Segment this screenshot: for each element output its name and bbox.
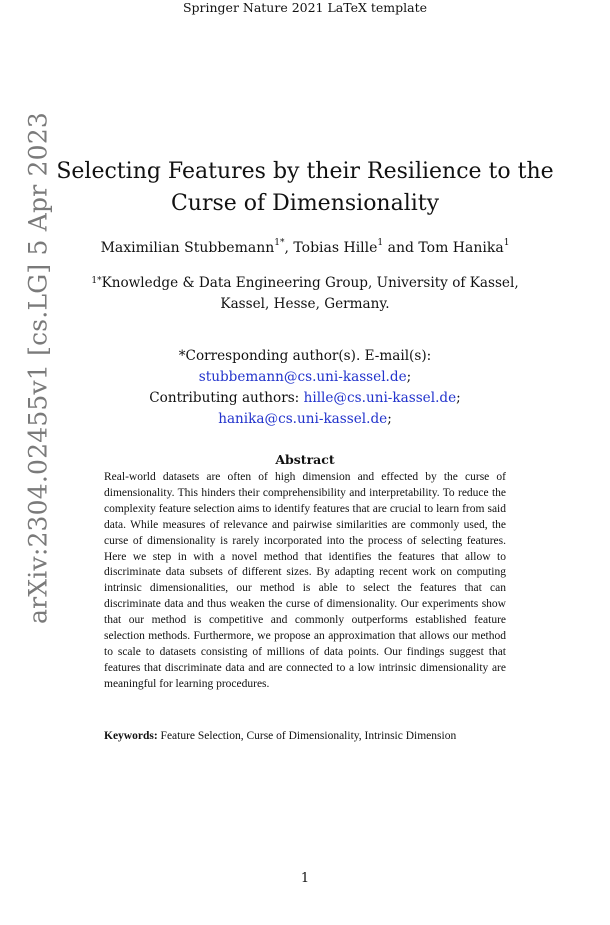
author-hanika: Tom Hanika: [418, 240, 504, 256]
author-separator-and: and: [383, 240, 419, 256]
corresponding-email-link[interactable]: stubbemann@cs.uni-kassel.de: [198, 369, 407, 385]
contributing-line: [0, 388, 610, 409]
contributing-email-link-2[interactable]: hanika@cs.uni-kassel.de: [218, 411, 388, 427]
title-line-2: Curse of Dimensionality: [170, 191, 440, 216]
affiliation-line-2: Kassel, Hesse, Germany.: [220, 296, 390, 312]
author-hanika-affil: 1: [503, 238, 510, 248]
keywords-line: [104, 730, 524, 742]
title-line-1: Selecting Features by their Resilience to the: [56, 159, 554, 184]
keywords-text: Feature Selection, Curse of Dimensionality, Intrinsic Dimension: [157, 730, 457, 742]
author-stubbemann-affil: 1*: [274, 238, 285, 248]
template-header: Springer Nature 2021 LaTeX template: [182, 0, 428, 15]
affiliation-line-1: [0, 273, 610, 294]
author-hille-affil: 1: [377, 238, 384, 248]
email-separator: ;: [456, 390, 461, 406]
affiliation-text-1: Knowledge & Data Engineering Group, University of Kassel,: [101, 275, 519, 291]
arxiv-identifier-stamp[interactable]: arXiv:2304.02455v1 [cs.LG] 5 Apr 2023: [23, 112, 53, 624]
contact-info: [0, 346, 610, 430]
author-list: [0, 240, 610, 256]
abstract-heading: Abstract: [275, 452, 335, 467]
keywords-label: Keywords:: [104, 730, 158, 742]
page-number: 1: [300, 871, 310, 886]
abstract-body: Real-world datasets are often of high dimension and effected by the curse of dimensionality. This hinders their comprehensibility and interpretability. To reduce the complexity feature selection aims to identify features that are crucial to learn from said data. While measures of relevance and pairwise similarities are commonly used, the curse of dimensionality is rarely incorporated into the process of selecting features. Here we step in with a novel method that identifies the features that allow to discriminate data subsets of different sizes. By adapting recent work on computing intrinsic dimensionalities, our method is able to select the features that can discriminate data and thus weaken the curse of dimensionality. Our experiments show that our method is competitive and commonly outperforms established feature selection methods. Furthermore, we propose an approximation that allows our method to scale to datasets consisting of millions of data points. Our findings suggest that features that discriminate data and are connected to a low intrinsic dimensionality are meaningful for learning procedures.: [104, 471, 506, 690]
affiliation-marker: 1*: [91, 276, 102, 286]
author-separator: ,: [284, 240, 294, 256]
paper-title: [0, 156, 610, 220]
author-stubbemann: Maximilian Stubbemann: [100, 240, 275, 256]
author-hille: Tobias Hille: [293, 240, 378, 256]
contributing-label: Contributing authors:: [149, 390, 304, 406]
corresponding-email-line: [0, 367, 610, 388]
affiliation: [0, 273, 610, 315]
corresponding-label: *Corresponding author(s). E-mail(s):: [178, 348, 432, 364]
contributing-email-link-1[interactable]: hille@cs.uni-kassel.de: [303, 390, 457, 406]
email-separator: ;: [406, 369, 412, 385]
contributing-line-2: [0, 409, 610, 430]
email-separator: ;: [387, 411, 392, 427]
